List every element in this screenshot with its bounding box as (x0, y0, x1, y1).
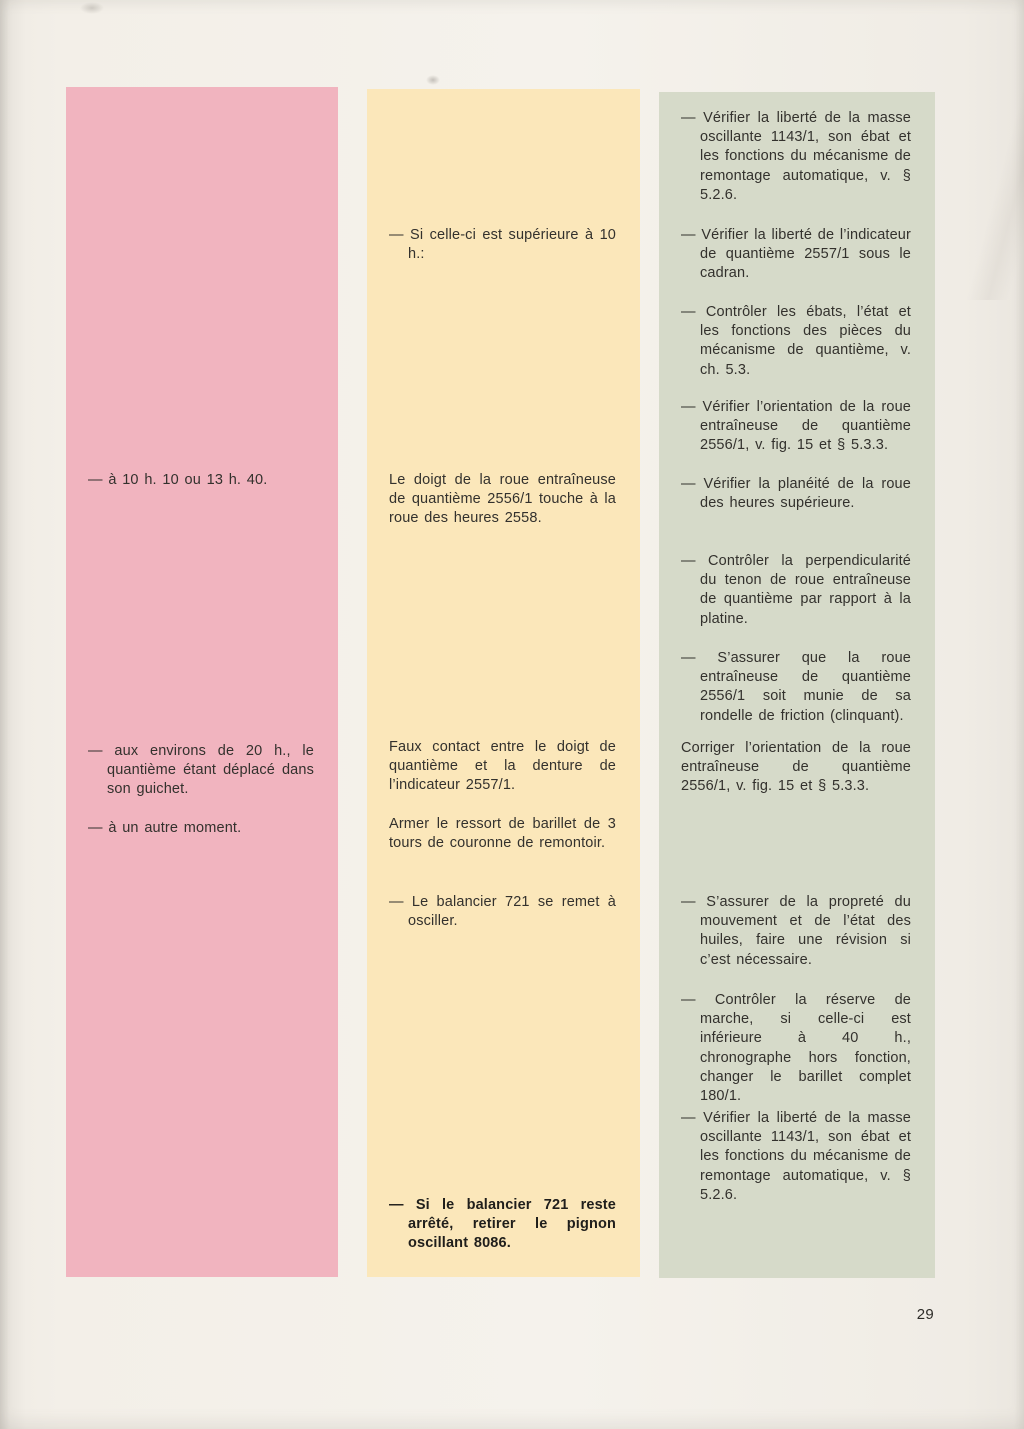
symptom-item: — aux environs de 20 h., le quantième étant déplacé dans son guichet. (88, 743, 314, 798)
column-symptoms-pink (66, 87, 338, 1277)
remedy-item: — Vérifier l’orientation de la roue entraîneuse de quantième 2556/1, v. fig. 15 et § 5.3.3. (681, 399, 911, 454)
page-crease-artifact (954, 80, 1024, 300)
symptom-item: — à 10 h. 10 ou 13 h. 40. (88, 472, 268, 488)
remedy-item: — S’assurer que la roue entraîneuse de quantième 2556/1 soit munie de sa rondelle de friction (clinquant). (681, 650, 911, 724)
remedy-item: — S’assurer de la propreté du mouvement et de l’état des huiles, faire une révision si c’est nécessaire. (681, 894, 911, 968)
remedy-item: — Contrôler la réserve de marche, si celle-ci est inférieure à 40 h., chronographe hors fonction, changer le barillet complet 180/1. (681, 992, 911, 1105)
remedy-item: — Contrôler les ébats, l’état et les fonctions des pièces du mécanisme de quantième, v. ch. 5.3. (681, 304, 911, 378)
cause-item: Faux contact entre le doigt de quantième et la denture de l’indicateur 2557/1. (389, 739, 616, 794)
remedy-item: — Contrôler la perpendicularité du tenon de roue entraîneuse de quantième par rapport à la platine. (681, 553, 911, 627)
column-causes-yellow (367, 89, 640, 1277)
remedy-item: — Vérifier la liberté de la masse oscillante 1143/1, son ébat et les fonctions du mécanisme de remontage automatique, v. § 5.2.6. (681, 110, 911, 203)
cause-item: — Si celle-ci est supérieure à 10 h.: (389, 227, 616, 263)
remedy-item: — Vérifier la liberté de l’indicateur de quantième 2557/1 sous le cadran. (681, 227, 911, 282)
column-remedies-green (659, 92, 935, 1278)
cause-item-bold: — Si le balancier 721 reste arrêté, retirer le pignon oscillant 8086. (389, 1197, 616, 1252)
remedy-item: — Vérifier la liberté de la masse oscillante 1143/1, son ébat et les fonctions du mécanisme de remontage automatique, v. § 5.2.6. (681, 1110, 911, 1203)
scan-speck-artifact (426, 75, 440, 85)
scan-smudge-artifact (80, 2, 104, 14)
cause-item: Le doigt de la roue entraîneuse de quantième 2556/1 touche à la roue des heures 2558. (389, 472, 616, 527)
symptom-item: — à un autre moment. (88, 820, 242, 836)
remedy-item: — Vérifier la planéité de la roue des heures supérieure. (681, 476, 911, 512)
page-number: 29 (916, 1306, 934, 1323)
cause-item: — Le balancier 721 se remet à osciller. (389, 894, 616, 930)
cause-item: Armer le ressort de barillet de 3 tours de couronne de remontoir. (389, 816, 616, 852)
remedy-item: Corriger l’orientation de la roue entraîneuse de quantième 2556/1, v. fig. 15 et § 5.3.3. (681, 740, 911, 795)
